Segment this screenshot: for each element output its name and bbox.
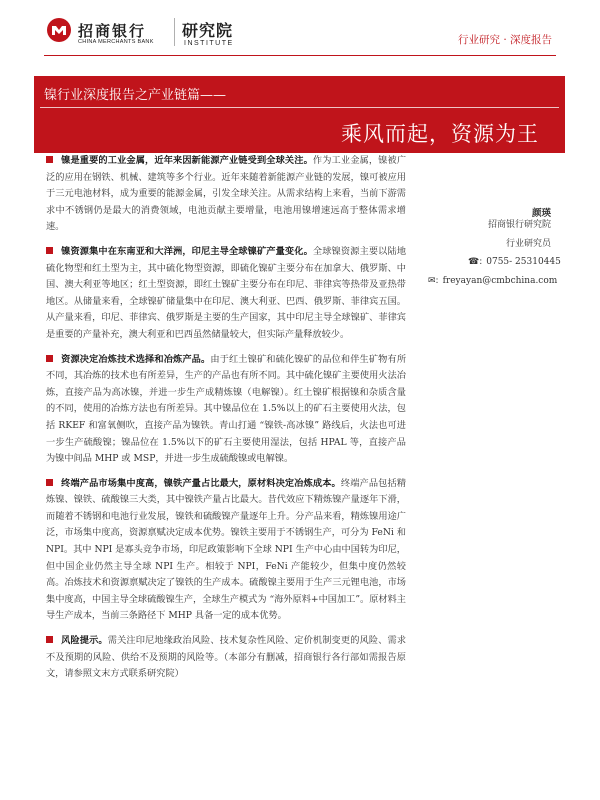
institute-name: 研究院 [182,21,234,40]
phone-icon: ☎: [468,257,483,267]
summary-paragraph [46,633,406,683]
paragraph-lead: 风险提示。 [61,635,108,647]
cmb-logo-icon [46,17,72,43]
paragraph-lead: 镍资源集中在东南亚和大洋洲，印尼主导全球镍矿产量变化。 [61,245,313,257]
paragraph-text: 终端产品包括精炼镍、镍铁、硫酸镍三大类，其中镍铁产量占比最大。昔代效应下精炼镍产量逐年下滑，而随着不锈钢和电池行业发展，镍铁和硫酸镍产量逐年上升。分产品来看，精炼镍用途广泛，市场集中度高，资源禀赋决定成本优势。镍铁主要用于不锈钢生产，可分为 FeNi 和 NPI。其中 NPI 是寡头竞争市场，印尼政策影响下全球 NPI 生产中心由中国转为印尼，但中国企业仍然主导全球 NPI 生产。相较于 NPI，FeNi 产能较少，但集中度仍然较高。冶炼技术和资源禀赋决定了镍铁的生产成本。硫酸镍主要用于生产三元锂电池，市场集中度高，中国主导全球硫酸镍生产，全球生产模式为 “海外原料+中国加工”。原材料主导生产成本，当前三条路径下 MHP 具备一定的成本优势。 [46,477,407,622]
bullet-icon [46,355,53,362]
analyst-role: 行业研究员 [505,239,551,249]
summary-paragraph [46,153,406,236]
analyst-org: 招商银行研究院 [487,220,551,230]
bank-name-en: CHINA MERCHANTS BANK [78,39,154,45]
report-series: 镍行业深度报告之产业链篇—— [44,88,227,103]
report-summary [46,153,406,691]
analyst-phone [468,257,561,267]
bullet-icon [46,636,53,643]
email-icon: ✉: [428,276,439,286]
page-header [0,0,600,62]
bullet-icon [46,479,53,486]
bullet-icon [46,247,53,254]
summary-paragraph [46,352,406,468]
email-address[interactable]: freyayan@cmbchina.com [442,276,558,286]
bullet-icon [46,156,53,163]
report-title: 乘风而起，资源为王 [341,122,539,146]
analyst-email[interactable] [428,276,557,286]
paragraph-lead: 镍是重要的工业金属，近年来因新能源产业链受到全球关注。 [61,155,313,166]
paragraph-lead: 终端产品市场集中度高，镍铁产量占比最大，原材料决定冶炼成本。 [61,477,341,489]
logo-divider [174,18,175,46]
report-type: 行业研究 · 深度报告 [457,34,552,46]
analyst-name: 颜瑛 [531,208,551,219]
analyst-panel [428,205,568,299]
summary-paragraph [46,244,406,344]
paragraph-text: 需关注印尼地缘政治风险、技术复杂性风险、定价机制变更的风险、需求不及预期的风险、供给不及预期的风险等。（本部分有删减，招商银行各行部如需报告原文，请参照文末方式联系研究院） [46,635,407,680]
summary-paragraph [46,476,406,625]
bank-name: 招商银行 [78,22,147,40]
header-divider [44,55,556,56]
phone-number: 0755- 25310445 [486,257,561,267]
paragraph-text: 由于红土镍矿和硫化镍矿的品位和伴生矿物有所不同，其冶炼的技术也有所差异，生产的产品也有所不同。其中硫化镍矿主要使用火法冶炼，直接产品为高冰镍，并进一步生产成精炼镍（电解镍）。红土镍矿根据镍和杂质含量的不同，使用的冶炼方法也有所差异。其中镍品位在 1.5%以上的矿石主要使用火法，包括 RKEF 和富氧侧吹，直接产品为镍铁。青山打通 “镍铁-高冰镍” 路线后，火法也可进一步生产硫酸镍；镍品位在 1.5%以下的矿石主要使用湿法，包括 HPAL 等，直接产品为镍中间品 MHP 或 MSP，并进一步生成硫酸镍或电解镍。 [46,353,407,465]
banner-divider [40,107,559,108]
paragraph-lead: 资源决定冶炼技术选择和冶炼产品。 [61,353,211,365]
institute-name-en: INSTITUTE [184,40,234,47]
paragraph-text: 全球镍资源主要以陆地硫化物型和红土型为主，其中硫化物型资源，即硫化镍矿主要分布在加拿大、俄罗斯、中国、澳大利亚等地区；红土型资源，即红土镍矿主要分布在印尼、菲律宾等热带及亚热带地区。从储量来看，全球镍矿储量集中在印尼、澳大利亚、巴西、俄罗斯、菲律宾五国。从产量来看，印尼、菲律宾、俄罗斯是主要的生产国家，其中印尼主导全球镍矿、菲律宾是重要的产量补充，澳大利亚和巴西虽然储量较大，但实际产量释放较少。 [46,245,407,340]
paragraph-text: 作为工业金属，镍被广泛的应用在钢铁、机械、建筑等多个行业。近年来随着新能源产业链的发展，镍可被应用于三元电池材料，成为重要的能源金属，引发全球关注。从需求结构上来看，当前下游需求中不锈钢仍是最大的消费领域，电池贡献主要增量，电池用镍增速远高于整体需求增速。 [46,155,407,233]
title-banner [34,76,565,153]
